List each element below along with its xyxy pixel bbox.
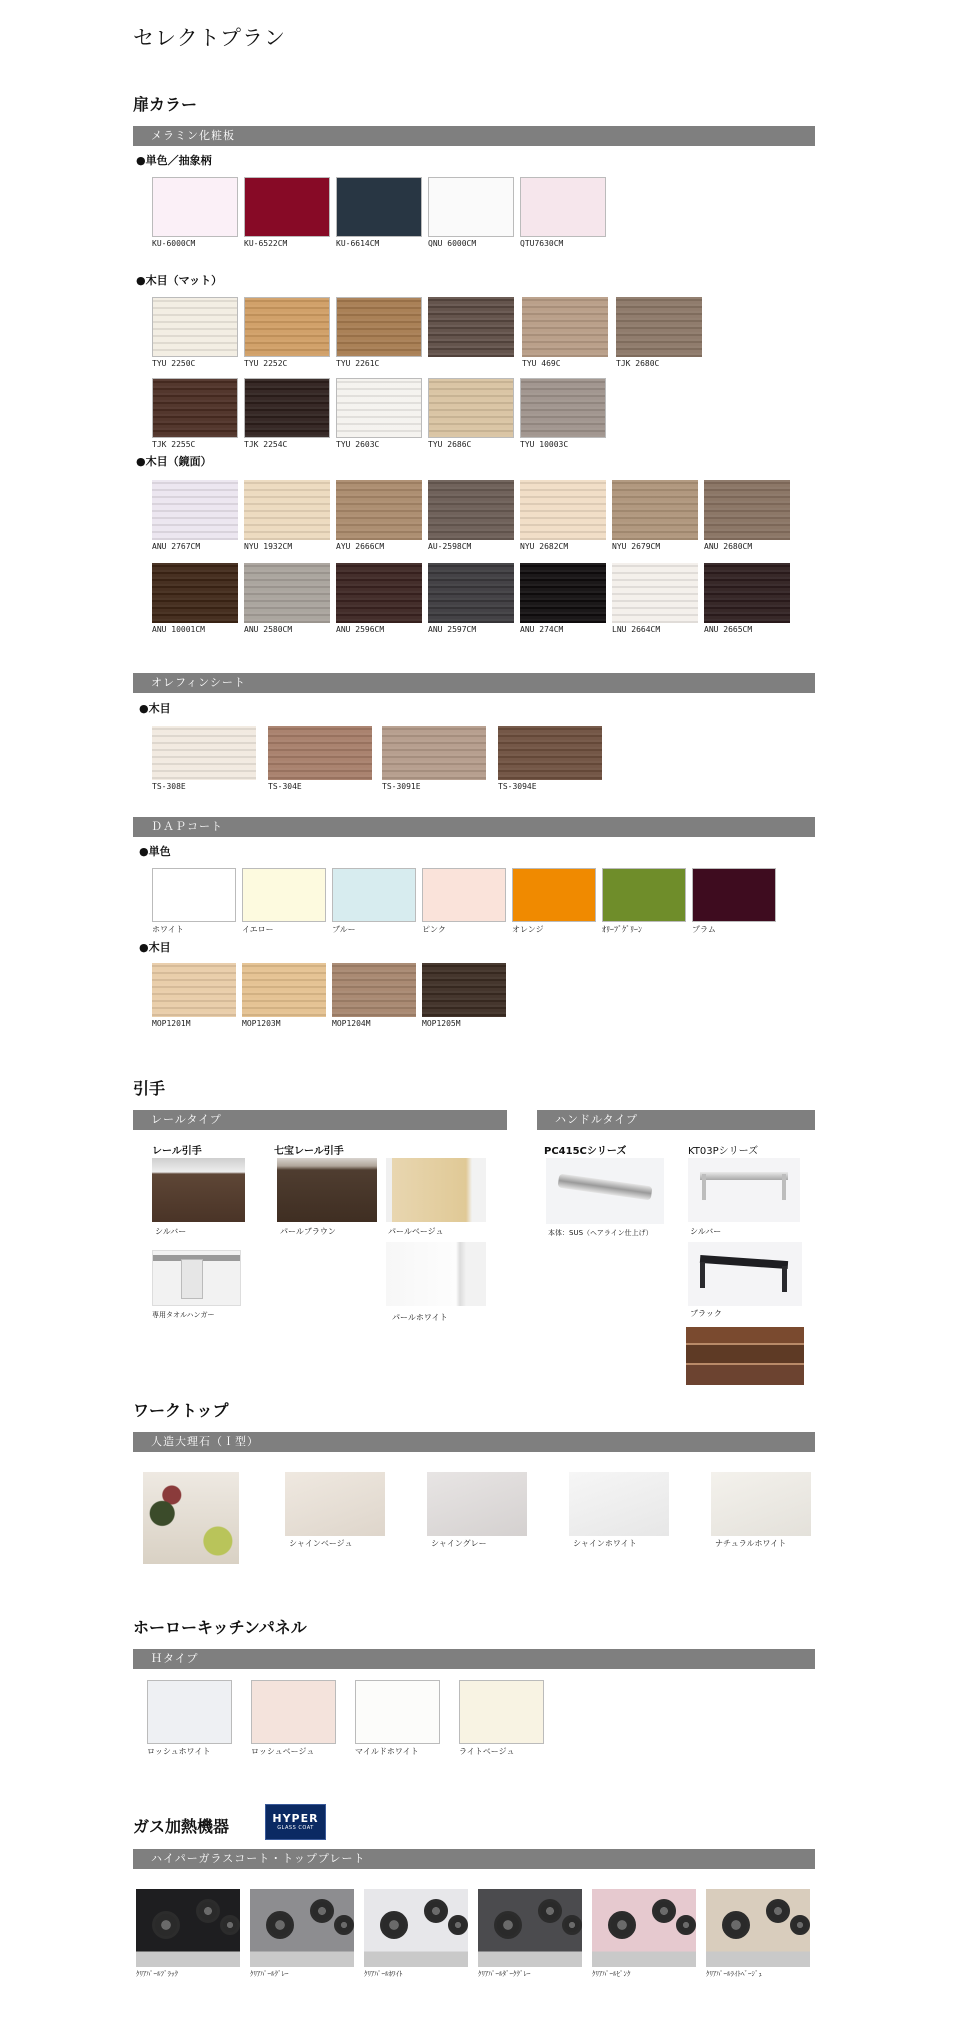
matte-swatch (244, 297, 330, 368)
melamine-solid-chip (244, 177, 330, 237)
matte-label: TYU 2686C (428, 440, 472, 449)
mirror-label: LNU 2664CM (612, 625, 661, 634)
mirror-chip (428, 480, 514, 540)
rail-type-bar: レールタイプ (133, 1110, 507, 1130)
worktop-swatch (285, 1472, 385, 1549)
cooktop-swatch (478, 1889, 582, 1979)
dap-bar: ＤＡＰコート (133, 817, 815, 837)
matte-swatch (336, 378, 422, 449)
matte-unlabeled-swatch (428, 297, 514, 357)
olefin-label: TS-304E (268, 782, 302, 791)
worktop-chip (569, 1472, 669, 1536)
matte-unlabeled-chip (428, 297, 514, 357)
cooktop-swatch (592, 1889, 696, 1979)
dap-solid-swatch (152, 868, 236, 935)
matte-label: TYU 2252C (244, 359, 288, 368)
dap-solid-swatch (242, 868, 326, 935)
kt03p-silver-photo (688, 1158, 800, 1222)
melamine-solid-chip (152, 177, 238, 237)
matte-label: TYU 2603C (336, 440, 380, 449)
towel-hanger-photo (152, 1250, 241, 1306)
mirror-chip (704, 563, 790, 623)
burner-icon (608, 1911, 636, 1939)
matte-chip (428, 378, 514, 438)
melamine-solid-label: QNU 6000CM (428, 239, 477, 248)
mirror-label: NYU 2679CM (612, 542, 661, 551)
cooktop-label: ｸﾘｱﾊﾟｰﾙﾗｲﾄﾍﾞｰｼﾞｭ (706, 1970, 762, 1978)
cooktop-swatch (364, 1889, 468, 1979)
olefin-chip (152, 726, 256, 780)
mirror-label: ANU 2580CM (244, 625, 293, 634)
enamel-chip (355, 1680, 440, 1744)
matte-label: TJK 2680C (616, 359, 660, 368)
worktop-bar: 人造大理石（Ｉ型） (133, 1432, 815, 1452)
dap-solid-swatch (512, 868, 596, 935)
mirror-label: ANU 2767CM (152, 542, 201, 551)
mirror-chip (612, 480, 698, 540)
mirror-chip (612, 563, 698, 623)
melamine-solid-swatch (244, 177, 330, 248)
pearl-beige-label: パールベージュ (388, 1227, 444, 1236)
mirror-swatch (244, 563, 330, 634)
mirror-swatch (428, 563, 514, 634)
dap-wood-swatch (332, 963, 416, 1028)
handle-type-bar: ハンドルタイプ (537, 1110, 815, 1130)
mirror-chip (244, 480, 330, 540)
worktop-chip (711, 1472, 811, 1536)
melamine-solid-label: KU-6614CM (336, 239, 380, 248)
rail-handle-silver-photo (152, 1158, 245, 1222)
gas-bar: ハイパーガラスコート・トッププレート (133, 1849, 815, 1869)
kt03p-silver-label: シルバー (690, 1227, 722, 1236)
dap-wood-chip (242, 963, 326, 1017)
melamine-solid-swatch (520, 177, 606, 248)
shippo-rail-subheading: 七宝レール引手 (274, 1146, 344, 1157)
melamine-solid-swatch (428, 177, 514, 248)
burner-icon (152, 1911, 180, 1939)
pearl-white-label: パールホワイト (392, 1313, 448, 1322)
dap-solid-label: プラム (692, 925, 716, 934)
enamel-swatch (355, 1680, 440, 1757)
mirror-swatch (520, 480, 606, 551)
matte-swatch (428, 378, 514, 449)
dap-solid-swatch (332, 868, 416, 935)
gas-heading: ガス加熱機器 (133, 1817, 230, 1836)
melamine-solid-chip (336, 177, 422, 237)
melamine-solid-swatch (336, 177, 422, 248)
mirror-chip (152, 480, 238, 540)
mirror-chip (336, 480, 422, 540)
badge-top-text: HYPER (272, 1812, 319, 1825)
enamel-chip (251, 1680, 336, 1744)
dap-solid-label: ホワイト (152, 925, 184, 934)
dap-solid-label: イエロー (242, 925, 274, 934)
matte-chip (244, 297, 330, 357)
burner-icon (652, 1899, 676, 1923)
olefin-swatch (382, 726, 486, 791)
mirror-swatch (612, 563, 698, 634)
matte-label: TJK 2255C (152, 440, 196, 449)
mirror-label: ANU 2680CM (704, 542, 753, 551)
mirror-swatch (704, 480, 790, 551)
cooktop-chip (250, 1889, 354, 1967)
mirror-chip (428, 563, 514, 623)
dap-wood-swatch (152, 963, 236, 1028)
mirror-chip (520, 563, 606, 623)
mirror-swatch (520, 563, 606, 634)
matte-swatch (336, 297, 422, 368)
burner-icon (220, 1915, 240, 1935)
dap-solid-label: ピンク (422, 925, 446, 934)
pearl-brown-label: パールブラウン (280, 1227, 336, 1236)
matte-label: TYU 469C (522, 359, 561, 368)
burner-icon (562, 1915, 582, 1935)
dap-wood-subheading: ●木目 (139, 941, 171, 954)
mirror-label: ANU 2665CM (704, 625, 753, 634)
matte-swatch (152, 297, 238, 368)
dap-wood-label: MOP1201M (152, 1019, 191, 1028)
dap-wood-label: MOP1205M (422, 1019, 461, 1028)
mirror-label: ANU 10001CM (152, 625, 205, 634)
cooktop-chip (136, 1889, 240, 1967)
matte-chip (520, 378, 606, 438)
olefin-subheading: ●木目 (139, 702, 171, 715)
worktop-swatch (569, 1472, 669, 1549)
dap-solid-chip (242, 868, 326, 922)
mirror-label: ANU 2597CM (428, 625, 477, 634)
mirror-label: NYU 2682CM (520, 542, 569, 551)
shippo-pearl-beige-photo (386, 1158, 486, 1222)
dap-solid-chip (422, 868, 506, 922)
burner-icon (448, 1915, 468, 1935)
olefin-chip (268, 726, 372, 780)
cooktop-chip (364, 1889, 468, 1967)
matte-chip (522, 297, 608, 357)
olefin-label: TS-308E (152, 782, 186, 791)
dap-solid-chip (152, 868, 236, 922)
olefin-swatch (268, 726, 372, 791)
dap-solid-chip (512, 868, 596, 922)
mirror-swatch (336, 563, 422, 634)
cooktop-chip (478, 1889, 582, 1967)
dap-solid-swatch (602, 868, 686, 935)
cooktop-label: ｸﾘｱﾊﾟｰﾙｸﾞﾚｰ (250, 1970, 289, 1978)
enamel-label: ライトベージュ (459, 1747, 515, 1756)
enamel-label: ロッシュベージュ (251, 1747, 315, 1756)
matte-label: TYU 2261C (336, 359, 380, 368)
kt03p-subheading: KT03Pシリーズ (688, 1146, 759, 1157)
matte-chip (616, 297, 702, 357)
mirror-swatch (336, 480, 422, 551)
dap-solid-label: オレンジ (512, 925, 544, 934)
cooktop-label: ｸﾘｱﾊﾟｰﾙﾌﾞﾗｯｸ (136, 1970, 178, 1978)
melamine-solid-chip (428, 177, 514, 237)
melamine-solid-swatch (152, 177, 238, 248)
burner-icon (266, 1911, 294, 1939)
hyper-glass-coat-badge (265, 1804, 326, 1840)
olefin-swatch (498, 726, 602, 791)
burner-icon (334, 1915, 354, 1935)
matte-swatch (522, 297, 608, 368)
enamel-label: ロッシュホワイト (147, 1747, 211, 1756)
rail-silver-label: シルバー (155, 1227, 187, 1236)
dap-wood-label: MOP1203M (242, 1019, 281, 1028)
burner-icon (310, 1899, 334, 1923)
cooktop-swatch (706, 1889, 810, 1979)
olefin-bar: オレフィンシート (133, 673, 815, 693)
mirror-label: ANU 2596CM (336, 625, 385, 634)
mirror-label: ANU 274CM (520, 625, 564, 634)
dap-wood-chip (422, 963, 506, 1017)
burner-icon (722, 1911, 750, 1939)
dap-solid-chip (692, 868, 776, 922)
matte-swatch (616, 297, 702, 368)
matte-chip (152, 378, 238, 438)
kt03p-drawer-photo (686, 1327, 804, 1385)
handle-heading: 引手 (133, 1079, 166, 1098)
mirror-label: NYU 1932CM (244, 542, 293, 551)
cooktop-chip (592, 1889, 696, 1967)
matte-label: TJK 2254C (244, 440, 288, 449)
matte-chip (152, 297, 238, 357)
dap-wood-swatch (242, 963, 326, 1028)
matte-chip (244, 378, 330, 438)
matte-swatch (244, 378, 330, 449)
mirror-label: AYU 2666CM (336, 542, 385, 551)
rail-handle-subheading: レール引手 (152, 1146, 202, 1157)
dap-wood-chip (152, 963, 236, 1017)
mirror-swatch (152, 563, 238, 634)
mirror-swatch (152, 480, 238, 551)
solid-subheading: ●単色／抽象柄 (136, 154, 212, 167)
matte-chip (336, 297, 422, 357)
dap-solid-label: ブルー (332, 925, 356, 934)
dap-solid-swatch (422, 868, 506, 935)
enamel-swatch (459, 1680, 544, 1757)
mirror-subheading: ●木目（鏡面） (136, 455, 212, 468)
enamel-heading: ホーローキッチンパネル (133, 1618, 307, 1637)
mirror-swatch (612, 480, 698, 551)
worktop-chip (285, 1472, 385, 1536)
melamine-solid-label: KU-6522CM (244, 239, 288, 248)
olefin-label: TS-3091E (382, 782, 421, 791)
burner-icon (424, 1899, 448, 1923)
dap-solid-chip (332, 868, 416, 922)
dap-wood-swatch (422, 963, 506, 1028)
worktop-label: ナチュラルホワイト (715, 1539, 787, 1548)
burner-icon (790, 1915, 810, 1935)
dap-wood-label: MOP1204M (332, 1019, 371, 1028)
cooktop-label: ｸﾘｱﾊﾟｰﾙﾎﾜｲﾄ (364, 1970, 403, 1978)
burner-icon (380, 1911, 408, 1939)
shippo-pearl-brown-photo (277, 1158, 377, 1222)
page-title: セレクトプラン (133, 26, 286, 50)
enamel-label: マイルドホワイト (355, 1747, 419, 1756)
melamine-solid-label: KU-6000CM (152, 239, 196, 248)
matte-swatch (520, 378, 606, 449)
mirror-label: AU-2598CM (428, 542, 472, 551)
melamine-solid-label: QTU7630CM (520, 239, 564, 248)
worktop-chip (427, 1472, 527, 1536)
worktop-food-photo (143, 1472, 239, 1564)
melamine-solid-chip (520, 177, 606, 237)
enamel-chip (459, 1680, 544, 1744)
mirror-chip (244, 563, 330, 623)
door-heading: 扉カラー (133, 95, 198, 114)
mirror-chip (336, 563, 422, 623)
pc415c-label: 本体：SUS（ヘアライン仕上げ） (548, 1229, 653, 1237)
dap-solid-subheading: ●単色 (139, 845, 171, 858)
matte-label: TYU 10003C (520, 440, 569, 449)
worktop-swatch (711, 1472, 811, 1549)
olefin-label: TS-3094E (498, 782, 537, 791)
kt03p-black-label: ブラック (690, 1309, 722, 1318)
dap-solid-chip (602, 868, 686, 922)
enamel-chip (147, 1680, 232, 1744)
enamel-bar: Ｈタイプ (133, 1649, 815, 1669)
matte-chip (336, 378, 422, 438)
mirror-swatch (428, 480, 514, 551)
olefin-chip (382, 726, 486, 780)
cooktop-swatch (250, 1889, 354, 1979)
cooktop-chip (706, 1889, 810, 1967)
worktop-label: シャインホワイト (573, 1539, 637, 1548)
worktop-heading: ワークトップ (133, 1401, 229, 1420)
dap-solid-swatch (692, 868, 776, 935)
towel-hanger-label: 専用タオルハンガー (152, 1311, 215, 1319)
dap-wood-chip (332, 963, 416, 1017)
cooktop-label: ｸﾘｱﾊﾟｰﾙﾋﾟﾝｸ (592, 1970, 631, 1978)
burner-icon (494, 1911, 522, 1939)
cooktop-label: ｸﾘｱﾊﾟｰﾙﾀﾞｰｸｸﾞﾚｰ (478, 1970, 531, 1978)
mirror-swatch (244, 480, 330, 551)
mirror-chip (704, 480, 790, 540)
worktop-swatch (427, 1472, 527, 1549)
badge-bottom-text: GLASS COAT (277, 1825, 314, 1831)
pc415c-subheading: PC415Cシリーズ (544, 1146, 627, 1157)
matte-swatch (152, 378, 238, 449)
olefin-swatch (152, 726, 256, 791)
olefin-chip (498, 726, 602, 780)
enamel-swatch (147, 1680, 232, 1757)
mirror-chip (152, 563, 238, 623)
burner-icon (766, 1899, 790, 1923)
enamel-swatch (251, 1680, 336, 1757)
burner-icon (538, 1899, 562, 1923)
burner-icon (196, 1899, 220, 1923)
worktop-label: シャイングレー (431, 1539, 487, 1548)
cooktop-swatch (136, 1889, 240, 1979)
kt03p-black-photo (688, 1242, 802, 1306)
worktop-label: シャインベージュ (289, 1539, 353, 1548)
dap-solid-label: ｵﾘｰﾌﾞｸﾞﾘｰﾝ (602, 925, 642, 934)
matte-label: TYU 2250C (152, 359, 196, 368)
shippo-pearl-white-photo (386, 1242, 486, 1306)
burner-icon (676, 1915, 696, 1935)
pc415c-handle-photo (546, 1158, 664, 1224)
mirror-swatch (704, 563, 790, 634)
melamine-bar: メラミン化粧板 (133, 126, 815, 146)
mirror-chip (520, 480, 606, 540)
matte-subheading: ●木目（マット） (136, 274, 223, 287)
